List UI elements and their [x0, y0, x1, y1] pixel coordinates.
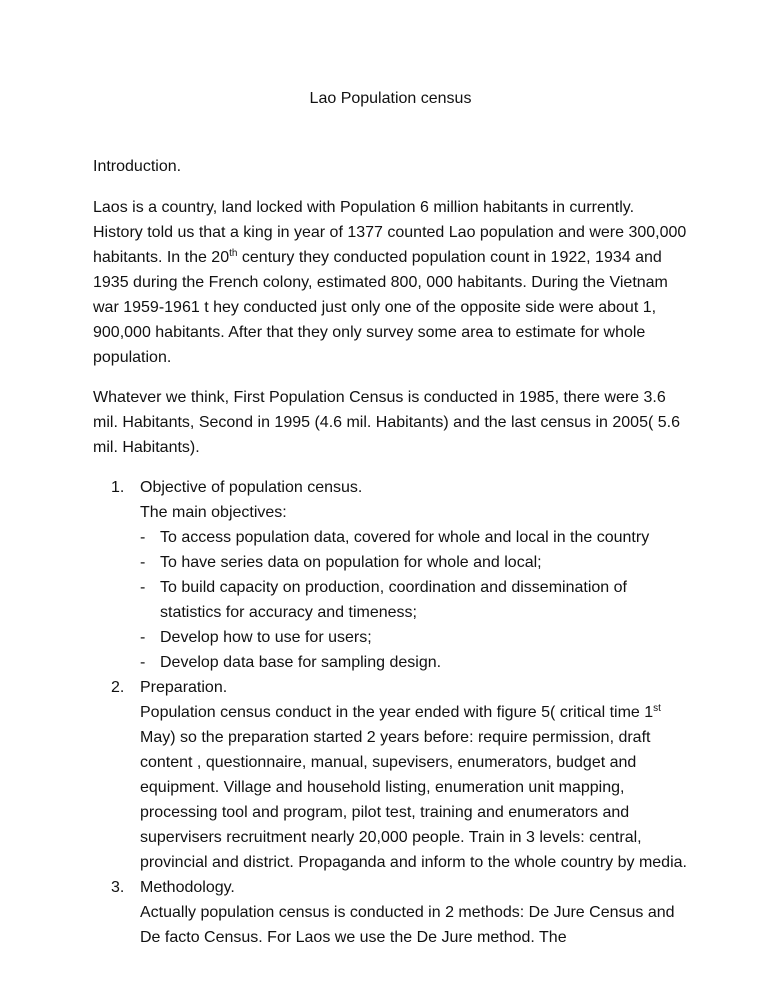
- dash-bullet: -: [140, 579, 146, 596]
- section-number: 1.: [111, 479, 125, 496]
- superscript-st: st: [653, 703, 661, 714]
- objectives-list: [140, 525, 688, 675]
- introduction-heading: Introduction.: [93, 158, 182, 175]
- superscript-th: th: [229, 248, 238, 259]
- section-heading: Preparation.: [140, 679, 228, 696]
- dash-bullet: -: [140, 629, 146, 646]
- section-number: 3.: [111, 879, 125, 896]
- section-subheading: The main objectives:: [140, 504, 287, 521]
- section-heading: Objective of population census.: [140, 479, 363, 496]
- list-item-text: To build capacity on production, coordination and dissemination of statistics for accuracy and timeness;: [160, 579, 627, 621]
- section-number: 2.: [111, 679, 125, 696]
- introduction-paragraph: [93, 195, 688, 370]
- list-item-text: Develop how to use for users;: [160, 629, 372, 646]
- list-item: [140, 525, 688, 550]
- dash-bullet: -: [140, 654, 146, 671]
- section-text: Population census conduct in the year ended with figure 5( critical time 1: [140, 704, 654, 721]
- section-text-continued: May) so the preparation started 2 years before: require permission, draft content , questionnaire, manual, supevisers, enumerators, budget and equipment. Village and household listing, enumeration unit mapping, processing tool and program, pilot test, training and enumerators and supervisers recruitment nearly 20,000 people. Train in 3 levels: central, provincial and district. Propaganda and inform to the whole country by media.: [140, 729, 687, 871]
- paragraph-text: Laos is a country, land locked with Population 6 million habitants in currently. History told us that a king in year of 1377 counted Lao population and were 300,000 habitants. In the 20: [93, 199, 687, 266]
- list-item: [140, 650, 688, 675]
- list-item: [140, 550, 688, 575]
- census-history-paragraph: Whatever we think, First Population Census is conducted in 1985, there were 3.6 mil. Habitants, Second in 1995 (4.6 mil. Habitants) and the last census in 2005( 5.6 mil. Habitants).: [93, 389, 680, 456]
- list-item: [140, 625, 688, 650]
- list-item-text: To access population data, covered for whole and local in the country: [160, 529, 650, 546]
- document-title: Lao Population census: [309, 90, 472, 107]
- section-body: [140, 700, 688, 875]
- section-methodology: [93, 875, 688, 950]
- dash-bullet: -: [140, 554, 146, 571]
- section-heading: Methodology.: [140, 879, 235, 896]
- paragraph-text-continued: century they conducted population count in 1922, 1934 and 1935 during the French colony, estimated 800, 000 habitants. During the Vietnam war 1959-1961 t hey conducted just only one of the opposite side were about 1, 900,000 habitants. After that they only survey some area to estimate for whole population.: [93, 249, 668, 366]
- list-item-text: To have series data on population for whole and local;: [160, 554, 542, 571]
- list-item-text: Develop data base for sampling design.: [160, 654, 442, 671]
- section-objectives: [93, 475, 688, 675]
- section-preparation: [93, 675, 688, 875]
- section-body: Actually population census is conducted in 2 methods: De Jure Census and De facto Census. For Laos we use the De Jure method. The: [140, 904, 675, 946]
- list-item: [140, 575, 688, 625]
- numbered-sections: [93, 475, 688, 950]
- dash-bullet: -: [140, 529, 146, 546]
